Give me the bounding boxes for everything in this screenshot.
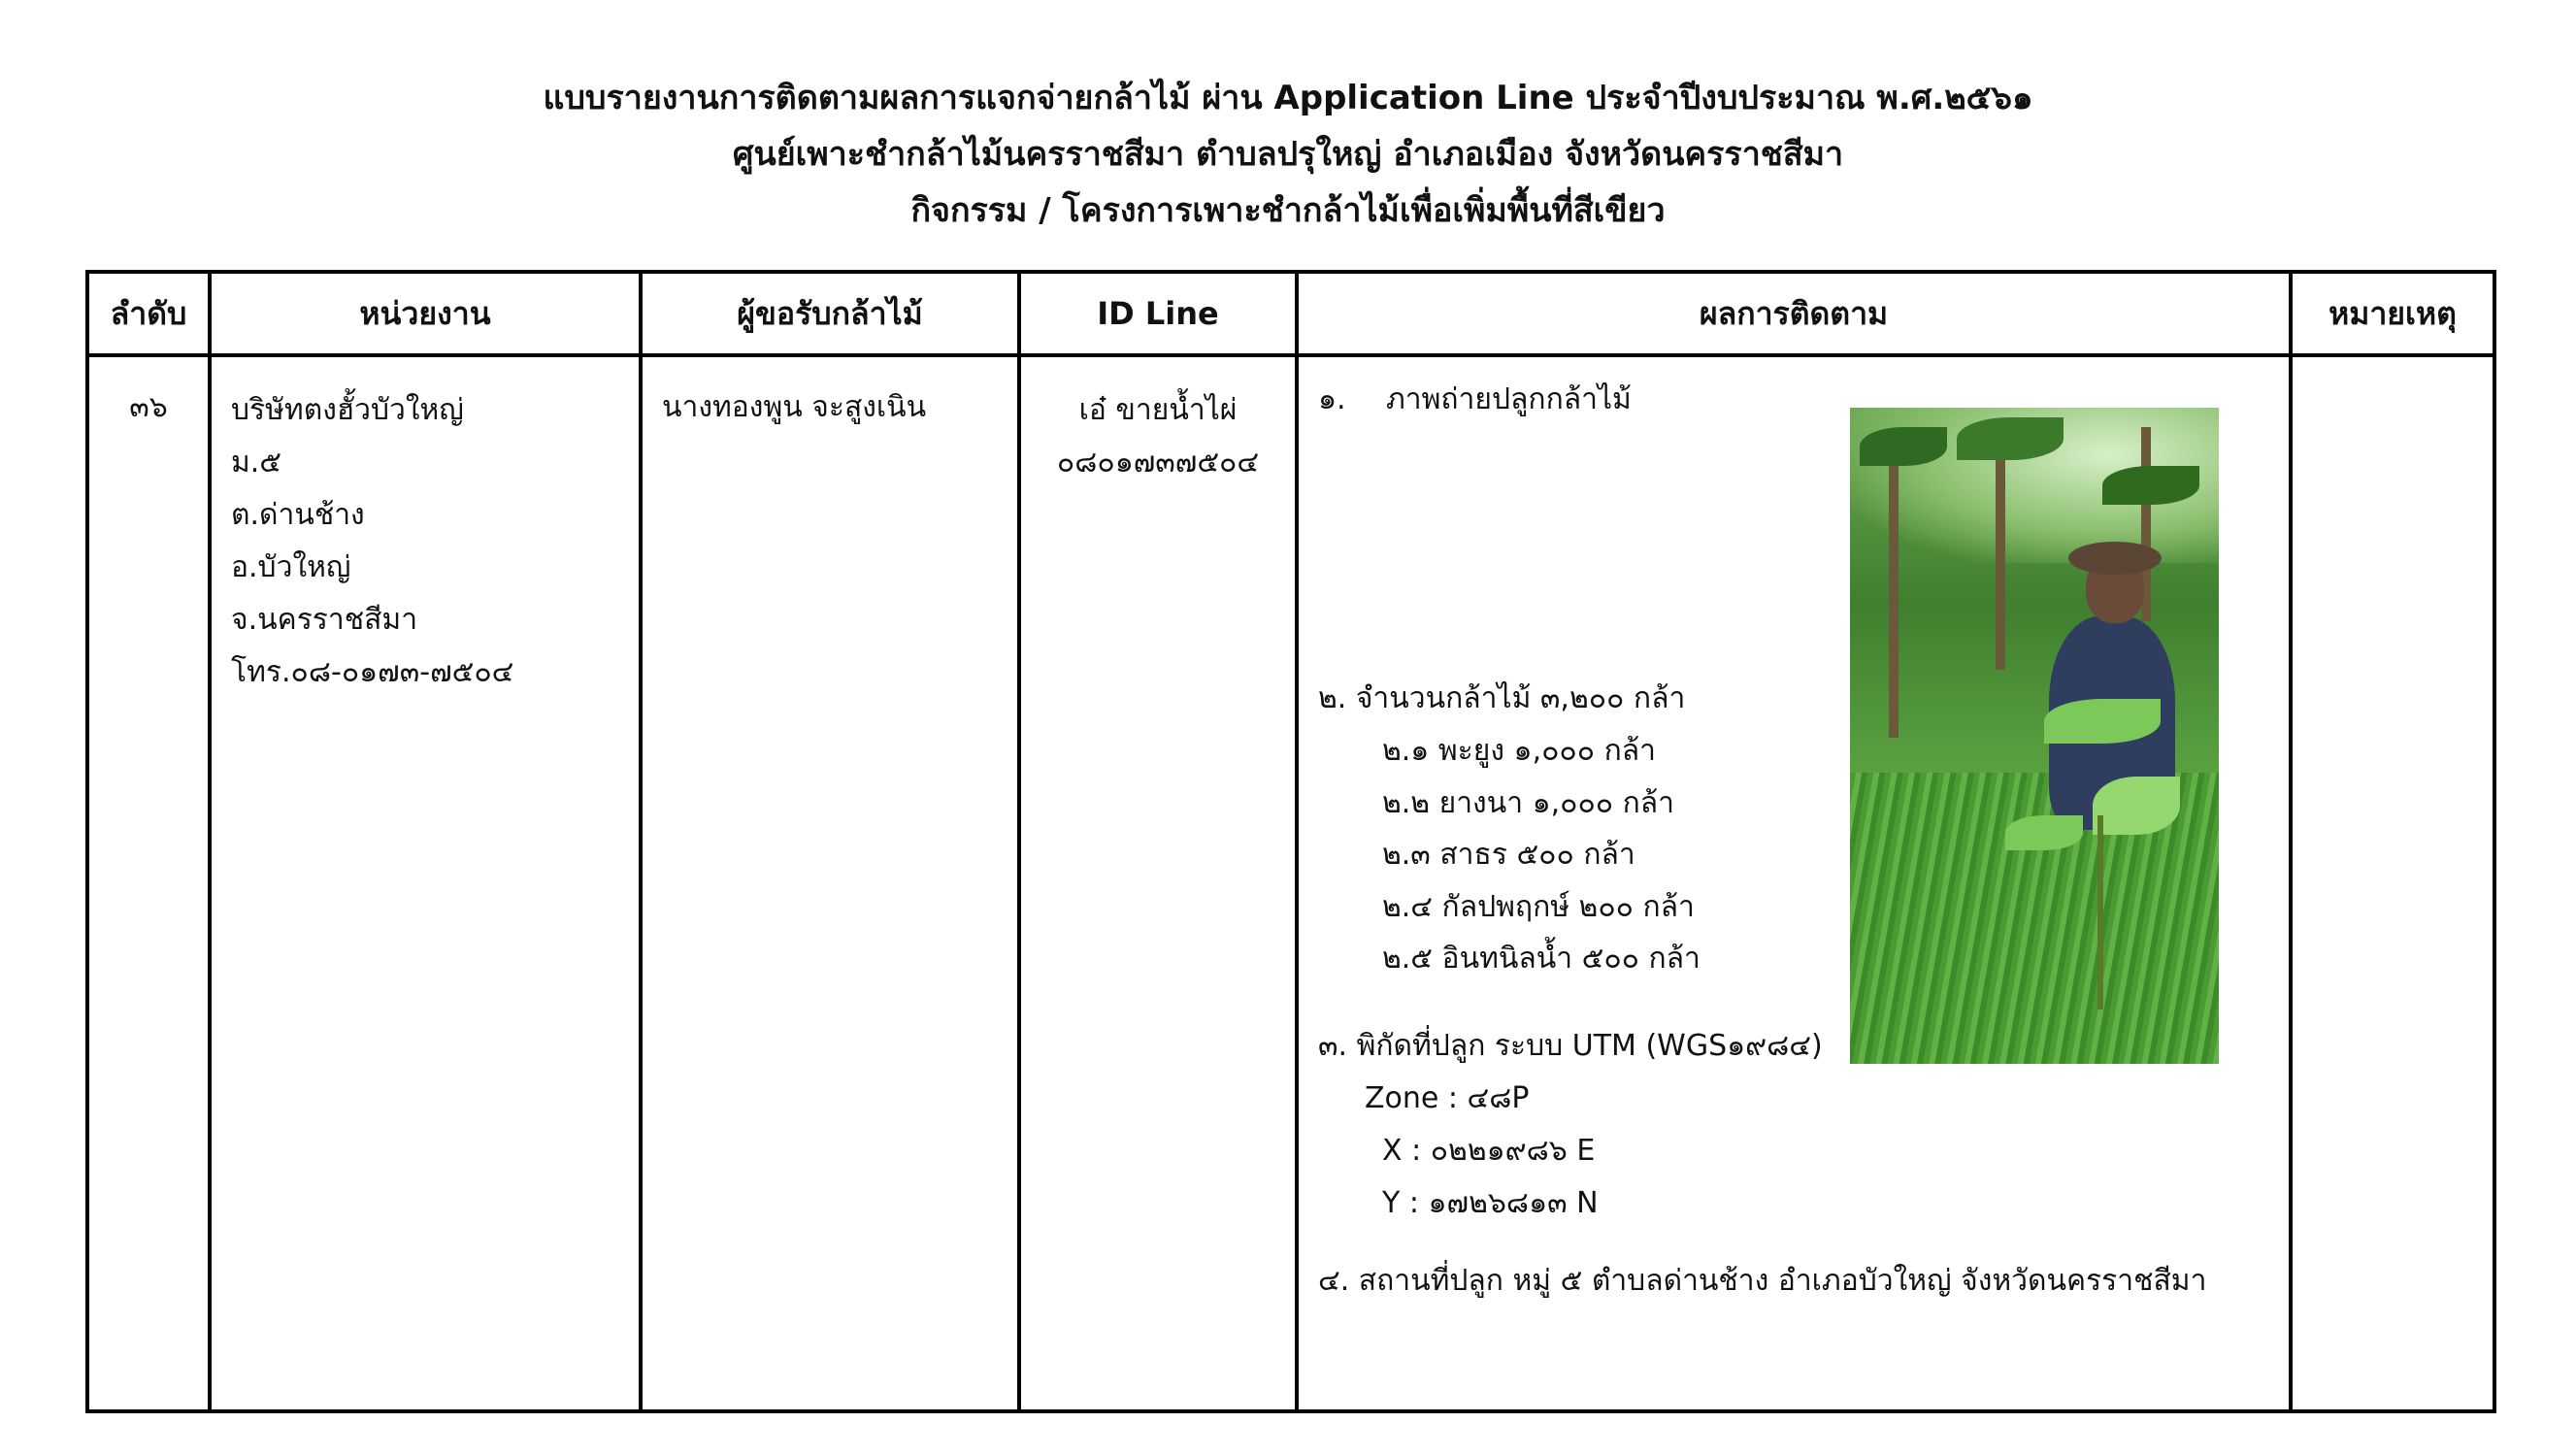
table-row — [87, 355, 2494, 1411]
result-item-3: ๓. พิกัดที่ปลูก ระบบ UTM (WGS๑๙๘๔) — [1318, 1029, 1823, 1063]
result-item-2: ๒. จำนวนกล้าไม้ ๓,๒๐๐ กล้า — [1318, 681, 1686, 715]
report-table — [85, 270, 2496, 1413]
result-zone: Zone : ๔๘P — [1365, 1081, 1530, 1115]
result-item-2-3: ๒.๓ สาธร ๕๐๐ กล้า — [1382, 838, 1635, 872]
result-item-2-4: ๒.๔ กัลปพฤกษ์ ๒๐๐ กล้า — [1382, 890, 1695, 924]
header-remark: หมายเหตุ — [2291, 272, 2494, 355]
report-title-line-2: ศูนย์เพาะชำกล้าไม้นครราชสีมา ตำบลปรุใหญ่ อำเภอเมือง จังหวัดนครราชสีมา — [732, 135, 1844, 174]
result-item-2-1: ๒.๑ พะยูง ๑,๐๐๐ กล้า — [1382, 734, 1656, 768]
header-seq: ลำดับ — [87, 272, 210, 355]
result-content — [1299, 357, 2289, 1409]
id-line-name: เอ๋ ขายน้ำไผ่ — [1078, 393, 1238, 427]
org-village: ม.๕ — [231, 446, 282, 480]
org-phone: โทร.๐๘-๐๑๗๓-๗๕๐๔ — [231, 655, 514, 689]
id-line-number: ๐๘๐๑๗๓๗๕๐๔ — [1056, 446, 1260, 480]
header-follow-up-result: ผลการติดตาม — [1297, 272, 2291, 355]
org-subdistrict: ต.ด่านช้าง — [231, 498, 365, 532]
report-title-block — [0, 70, 2576, 239]
cell-organization — [210, 355, 641, 1411]
cell-id-line — [1019, 355, 1297, 1411]
header-id-line: ID Line — [1019, 272, 1297, 355]
planting-photo — [1850, 408, 2219, 1064]
org-district: อ.บัวใหญ่ — [231, 550, 351, 584]
cell-follow-up-result — [1297, 355, 2291, 1411]
result-item-1-text: ภาพถ่ายปลูกกล้าไม้ — [1386, 382, 1632, 416]
org-province: จ.นครราชสีมา — [231, 603, 418, 637]
header-receiver: ผู้ขอรับกล้าไม้ — [641, 272, 1019, 355]
report-title-line-3: กิจกรรม / โครงการเพาะชำกล้าไม้เพื่อเพิ่มพื้นที่สีเขียว — [910, 191, 1666, 230]
result-item-4: ๔. สถานที่ปลูก หมู่ ๕ ตำบลด่านช้าง อำเภอบัวใหญ่ จังหวัดนครราชสีมา — [1318, 1264, 2207, 1298]
result-item-2-2: ๒.๒ ยางนา ๑,๐๐๐ กล้า — [1382, 786, 1675, 820]
result-item-2-5: ๒.๕ อินทนิลน้ำ ๕๐๐ กล้า — [1382, 942, 1701, 976]
org-name: บริษัทตงฮั้วบัวใหญ่ — [231, 393, 464, 427]
table-header-row — [87, 272, 2494, 355]
cell-remark — [2291, 355, 2494, 1411]
cell-receiver: นางทองพูน จะสูงเนิน — [641, 355, 1019, 1411]
result-item-1-number: ๑. — [1318, 382, 1346, 416]
result-y-coordinate: Y : ๑๗๒๖๘๑๓ N — [1382, 1186, 1599, 1220]
result-x-coordinate: X : ๐๒๒๑๙๘๖ E — [1382, 1134, 1596, 1168]
cell-seq: ๓๖ — [87, 355, 210, 1411]
report-title-line-1: แบบรายงานการติดตามผลการแจกจ่ายกล้าไม้ ผ่าน Application Line ประจำปีงบประมาณ พ.ศ.๒๕๖๑ — [543, 79, 2033, 117]
header-organization: หน่วยงาน — [210, 272, 641, 355]
